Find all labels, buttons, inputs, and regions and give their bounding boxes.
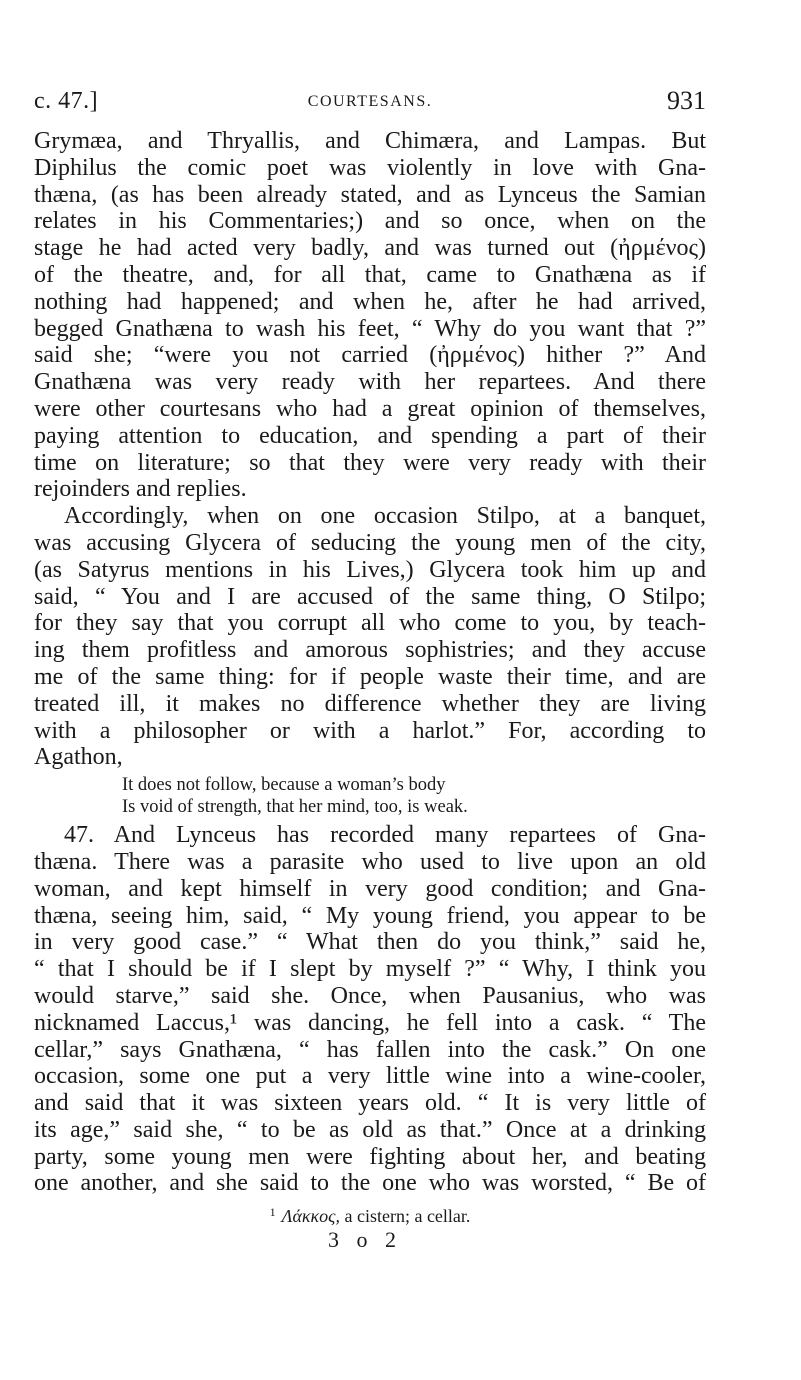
- text-line: one another, and she said to the one who was worsted, “ Be of: [34, 1170, 706, 1197]
- footnote-text: a cistern; a cellar.: [344, 1206, 471, 1227]
- text-line: party, some young men were fighting about her, and beating: [34, 1143, 706, 1170]
- text-line: nicknamed Laccus,¹ was dancing, he fell into a cask. “ The: [34, 1009, 706, 1036]
- text-line: nothing had happened; and when he, after he had arrived,: [34, 288, 706, 315]
- text-line: 47. And Lynceus has recorded many repartees of Gna-: [64, 822, 706, 849]
- verse-line: It does not follow, because a woman’s body: [122, 775, 446, 796]
- text-line: for they say that you corrupt all who come to you, by teach-: [34, 610, 706, 637]
- text-line: cellar,” says Gnathæna, “ has fallen into the cask.” On one: [34, 1036, 706, 1063]
- text-line: stage he had acted very badly, and was turned out (ἠρμένος): [34, 235, 706, 262]
- text-line: paying attention to education, and spending a part of their: [34, 422, 706, 449]
- text-line: woman, and kept himself in very good condition; and Gna-: [34, 875, 706, 902]
- page-title: COURTESANS.: [307, 93, 433, 110]
- book-page: [34, 78, 706, 1253]
- text-line: Gnathæna was very ready with her repartees. And there: [34, 369, 706, 396]
- text-line: were other courtesans who had a great opinion of themselves,: [34, 395, 706, 422]
- page-number: 931: [667, 86, 706, 115]
- text-line: occasion, some one put a very little wine into a wine-cooler,: [34, 1063, 706, 1090]
- text-line: said she; “were you not carried (ἠρμένος) hither ?” And: [34, 342, 706, 369]
- printer-signature: 3 o 2: [328, 1227, 402, 1253]
- text-line: thæna, seeing him, said, “ My young friend, you appear to be: [34, 902, 706, 929]
- verse-quotation: [122, 774, 706, 818]
- text-line: (as Satyrus mentions in his Lives,) Glycera took him up and: [34, 556, 706, 583]
- text-line: thæna. There was a parasite who used to live upon an old: [34, 848, 706, 875]
- text-line: said, “ You and I are accused of the same thing, O Stilpo;: [34, 583, 706, 610]
- footnote-greek-term: Λάκκος,: [281, 1206, 340, 1227]
- chapter-reference: c. 47.]: [34, 88, 99, 114]
- paragraph-1: [34, 128, 706, 503]
- text-line: Grymæa, and Thryallis, and Chimæra, and Lampas. But: [34, 128, 706, 154]
- text-line: with a philosopher or with a harlot.” For, according to: [34, 717, 706, 744]
- text-line: time on literature; so that they were very ready with their: [34, 449, 706, 476]
- footnote-marker: 1: [269, 1205, 276, 1220]
- paragraph-2: [34, 503, 706, 771]
- text-line: was accusing Glycera of seducing the young men of the city,: [34, 529, 706, 556]
- text-line: relates in his Commentaries;) and so once, when on the: [34, 208, 706, 235]
- text-line: ing them profitless and amorous sophistries; and they accuse: [34, 637, 706, 664]
- text-line: would starve,” said she. Once, when Pausanius, who was: [34, 982, 706, 1009]
- paragraph-3: [34, 822, 706, 1197]
- text-line: treated ill, it makes no difference whether they are living: [34, 690, 706, 717]
- text-line: its age,” said she, “ to be as old as that.” Once at a drinking: [34, 1116, 706, 1143]
- text-line: begged Gnathæna to wash his feet, “ Why do you want that ?”: [34, 315, 706, 342]
- running-head: [34, 78, 706, 128]
- text-line: thæna, (as has been already stated, and as Lynceus the Samian: [34, 181, 706, 208]
- text-line: of the theatre, and, for all that, came to Gnathæna as if: [34, 261, 706, 288]
- verse-line: Is void of strength, that her mind, too, is weak.: [122, 797, 468, 818]
- footnote: [34, 1201, 706, 1227]
- text-line: “ that I should be if I slept by myself ?” “ Why, I think you: [34, 956, 706, 983]
- text-line: rejoinders and replies.: [34, 476, 247, 503]
- text-line: and said that it was sixteen years old. “ It is very little of: [34, 1090, 706, 1117]
- text-line: in very good case.” “ What then do you think,” said he,: [34, 929, 706, 956]
- text-line: Diphilus the comic poet was violently in love with Gna-: [34, 154, 706, 181]
- text-line: me of the same thing: for if people waste their time, and are: [34, 663, 706, 690]
- text-line: Agathon,: [34, 744, 123, 771]
- text-line: Accordingly, when on one occasion Stilpo, at a banquet,: [64, 503, 706, 530]
